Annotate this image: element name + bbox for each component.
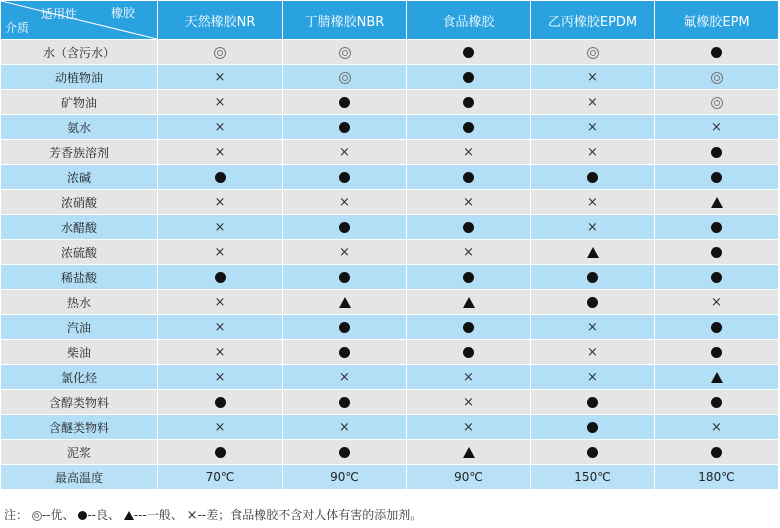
rating-cell-nr [158, 240, 283, 265]
rating-fair-icon [463, 297, 475, 308]
rating-good-icon [711, 447, 722, 458]
rating-poor-icon: × [339, 195, 350, 210]
rating-cell-epdm [531, 290, 655, 315]
rating-cell-food [407, 440, 531, 465]
rating-cell-epdm [531, 390, 655, 415]
rating-excellent-icon [587, 47, 599, 59]
medium-cell: 含醇类物料 [1, 390, 158, 415]
table-row [1, 140, 779, 165]
column-header-food: 食品橡胶 [407, 1, 531, 40]
rating-cell-epdm [531, 190, 655, 215]
rating-fair-icon [587, 247, 599, 258]
rating-cell-food [407, 65, 531, 90]
rating-cell-epdm [531, 265, 655, 290]
table-row [1, 40, 779, 65]
rating-cell-epm [655, 315, 779, 340]
rating-good-icon [339, 322, 350, 333]
rating-cell-epm [655, 240, 779, 265]
rating-cell-nbr [283, 340, 407, 365]
rating-poor-icon: × [214, 345, 226, 360]
medium-cell: 氨水 [1, 115, 158, 140]
rating-good-icon [587, 422, 598, 433]
rating-poor-icon: × [587, 220, 598, 235]
rating-cell-nbr [283, 440, 407, 465]
rating-good-icon [587, 272, 598, 283]
rating-poor-icon: × [587, 195, 598, 210]
rating-cell-nbr [283, 365, 407, 390]
rating-cell-epdm [531, 115, 655, 140]
rating-cell-epm [655, 290, 779, 315]
table-row [1, 190, 779, 215]
corner-bottom-label: 介质 [5, 21, 30, 35]
rating-cell-nr [158, 90, 283, 115]
rating-cell-nr [158, 340, 283, 365]
medium-cell: 柴油 [1, 340, 158, 365]
rating-poor-icon: × [463, 370, 474, 385]
rating-poor-icon: × [214, 420, 226, 435]
rating-cell-nbr [283, 40, 407, 65]
column-header-nr: 天然橡胶NR [158, 1, 283, 40]
rating-cell-nbr [283, 215, 407, 240]
rating-cell-epdm [531, 215, 655, 240]
medium-cell: 泥浆 [1, 440, 158, 465]
rating-cell-nbr [283, 90, 407, 115]
good-icon [78, 511, 87, 520]
note-poor-text: --差；食品橡胶不含对人体有害的添加剂。 [197, 508, 423, 522]
rating-fair-icon [711, 372, 723, 383]
corner-top-label: 橡胶 [110, 6, 135, 20]
rating-good-icon [215, 397, 226, 408]
max-temperature-row [1, 465, 779, 490]
rating-cell-epm [655, 265, 779, 290]
medium-cell: 稀盐酸 [1, 265, 158, 290]
rating-cell-food [407, 265, 531, 290]
rating-good-icon [339, 447, 350, 458]
rating-cell-nbr [283, 315, 407, 340]
rating-good-icon [711, 172, 722, 183]
rating-cell-epm [655, 140, 779, 165]
rating-fair-icon [339, 297, 351, 308]
rating-poor-icon: × [463, 245, 474, 260]
rating-good-icon [463, 272, 474, 283]
rating-cell-epdm [531, 65, 655, 90]
rating-poor-icon: × [587, 370, 598, 385]
medium-cell: 浓硫酸 [1, 240, 158, 265]
rating-good-icon [463, 347, 474, 358]
rating-poor-icon: × [214, 120, 226, 135]
rating-poor-icon: × [463, 145, 474, 160]
excellent-icon [32, 511, 42, 521]
rating-poor-icon: × [214, 145, 226, 160]
table-row [1, 215, 779, 240]
rating-good-icon [215, 172, 226, 183]
rating-cell-epdm [531, 340, 655, 365]
rating-cell-nr [158, 115, 283, 140]
rating-cell-epdm [531, 165, 655, 190]
table-row [1, 90, 779, 115]
medium-cell: 氯化烃 [1, 365, 158, 390]
rating-poor-icon: × [339, 245, 350, 260]
medium-cell: 汽油 [1, 315, 158, 340]
medium-cell: 浓碱 [1, 165, 158, 190]
rating-cell-epm [655, 65, 779, 90]
table-row [1, 315, 779, 340]
rating-cell-epdm [531, 90, 655, 115]
rating-poor-icon: × [711, 420, 722, 435]
rating-cell-epm [655, 415, 779, 440]
rating-excellent-icon [711, 72, 723, 84]
rating-cell-epdm [531, 415, 655, 440]
medium-cell: 含醚类物料 [1, 415, 158, 440]
rating-cell-epdm [531, 440, 655, 465]
medium-cell: 热水 [1, 290, 158, 315]
max-temperature-label: 最高温度 [1, 465, 158, 490]
rating-fair-icon [711, 197, 723, 208]
column-header-nbr: 丁腈橡胶NBR [283, 1, 407, 40]
legend-note [4, 506, 422, 523]
rating-good-icon [587, 447, 598, 458]
rating-good-icon [339, 97, 350, 108]
rating-good-icon [339, 347, 350, 358]
rating-cell-nr [158, 390, 283, 415]
table-row [1, 365, 779, 390]
table-row [1, 65, 779, 90]
note-fair-text: ---一般、 [133, 508, 183, 522]
rating-poor-icon: × [214, 320, 226, 335]
rating-cell-nr [158, 65, 283, 90]
rating-poor-icon: × [463, 195, 474, 210]
corner-mid-label: 适用性 [41, 7, 78, 21]
rating-good-icon [463, 47, 474, 58]
medium-cell: 芳香族溶剂 [1, 140, 158, 165]
rating-good-icon [587, 172, 598, 183]
rating-good-icon [711, 222, 722, 233]
rating-excellent-icon [339, 72, 351, 84]
medium-cell: 水醋酸 [1, 215, 158, 240]
rating-cell-food [407, 240, 531, 265]
rating-cell-epm [655, 340, 779, 365]
table-row [1, 340, 779, 365]
rating-cell-epdm [531, 40, 655, 65]
rating-poor-icon: × [214, 295, 226, 310]
table-row [1, 115, 779, 140]
rating-poor-icon: × [339, 145, 350, 160]
rating-cell-nr [158, 265, 283, 290]
rating-cell-food [407, 390, 531, 415]
rating-poor-icon: × [587, 345, 598, 360]
rating-good-icon [339, 172, 350, 183]
rating-good-icon [339, 122, 350, 133]
rating-fair-icon [463, 447, 475, 458]
rating-good-icon [711, 147, 722, 158]
corner-header-cell [1, 1, 158, 40]
rating-cell-nr [158, 190, 283, 215]
rating-excellent-icon [711, 97, 723, 109]
max-temperature-epdm: 150℃ [531, 465, 655, 490]
rating-cell-nr [158, 215, 283, 240]
medium-cell: 矿物油 [1, 90, 158, 115]
rating-cell-food [407, 365, 531, 390]
rating-good-icon [711, 247, 722, 258]
rating-poor-icon: × [587, 95, 598, 110]
rating-good-icon [711, 47, 722, 58]
rating-cell-epdm [531, 140, 655, 165]
table-body [1, 40, 779, 465]
rating-cell-nbr [283, 265, 407, 290]
rating-good-icon [711, 347, 722, 358]
rating-cell-food [407, 165, 531, 190]
rating-poor-icon: × [587, 320, 598, 335]
rating-poor-icon: × [214, 70, 226, 85]
rating-cell-food [407, 190, 531, 215]
rating-cell-nr [158, 165, 283, 190]
rating-cell-nr [158, 315, 283, 340]
max-temperature-epm: 180℃ [655, 465, 779, 490]
medium-cell: 动植物油 [1, 65, 158, 90]
rating-cell-epm [655, 440, 779, 465]
rating-poor-icon: × [587, 70, 598, 85]
header-row [1, 1, 779, 40]
rating-cell-epdm [531, 365, 655, 390]
rating-cell-food [407, 115, 531, 140]
rating-cell-epm [655, 40, 779, 65]
rating-poor-icon: × [214, 195, 226, 210]
rating-cell-nbr [283, 290, 407, 315]
rating-excellent-icon [214, 47, 226, 59]
rating-cell-food [407, 315, 531, 340]
rating-good-icon [215, 272, 226, 283]
rating-good-icon [215, 447, 226, 458]
rating-good-icon [463, 122, 474, 133]
rating-poor-icon: × [214, 220, 226, 235]
rating-cell-food [407, 415, 531, 440]
table-row [1, 440, 779, 465]
medium-cell: 浓硝酸 [1, 190, 158, 215]
rating-cell-epm [655, 115, 779, 140]
rating-poor-icon: × [711, 120, 722, 135]
rating-poor-icon: × [214, 370, 226, 385]
rating-good-icon [463, 72, 474, 83]
rating-good-icon [339, 272, 350, 283]
rating-cell-food [407, 340, 531, 365]
rating-poor-icon: × [463, 420, 474, 435]
rating-poor-icon: × [711, 295, 722, 310]
rating-poor-icon: × [339, 420, 350, 435]
rating-good-icon [587, 397, 598, 408]
table-row [1, 290, 779, 315]
max-temperature-nr: 70℃ [158, 465, 283, 490]
rating-cell-epm [655, 190, 779, 215]
note-good-text: --良、 [87, 508, 121, 522]
fair-icon [124, 511, 134, 520]
medium-cell: 水（含污水） [1, 40, 158, 65]
rating-good-icon [587, 297, 598, 308]
rating-cell-food [407, 40, 531, 65]
rating-poor-icon: × [463, 395, 474, 410]
rating-cell-epm [655, 165, 779, 190]
rating-poor-icon: × [214, 95, 226, 110]
rating-cell-epm [655, 365, 779, 390]
rating-cell-nbr [283, 390, 407, 415]
column-header-epm: 氟橡胶EPM [655, 1, 779, 40]
rating-cell-food [407, 90, 531, 115]
rating-good-icon [463, 222, 474, 233]
poor-icon: × [186, 508, 198, 523]
table-row [1, 165, 779, 190]
table-row [1, 240, 779, 265]
max-temperature-nbr: 90℃ [283, 465, 407, 490]
rating-good-icon [463, 322, 474, 333]
rating-poor-icon: × [587, 120, 598, 135]
rating-cell-epm [655, 90, 779, 115]
rating-cell-food [407, 290, 531, 315]
note-prefix: 注： [4, 508, 29, 522]
rating-cell-food [407, 215, 531, 240]
column-header-epdm: 乙丙橡胶EPDM [531, 1, 655, 40]
rating-good-icon [711, 397, 722, 408]
rating-good-icon [711, 322, 722, 333]
rating-cell-nr [158, 290, 283, 315]
rating-poor-icon: × [587, 145, 598, 160]
rating-cell-nr [158, 440, 283, 465]
rating-good-icon [711, 272, 722, 283]
table-row [1, 265, 779, 290]
rating-cell-nbr [283, 65, 407, 90]
rating-poor-icon: × [214, 245, 226, 260]
rating-cell-nbr [283, 115, 407, 140]
rating-good-icon [463, 97, 474, 108]
rating-cell-epm [655, 215, 779, 240]
rating-good-icon [339, 222, 350, 233]
rating-cell-nr [158, 415, 283, 440]
rating-poor-icon: × [339, 370, 350, 385]
rating-cell-epm [655, 390, 779, 415]
rating-good-icon [463, 172, 474, 183]
note-excellent-text: --优、 [41, 508, 75, 522]
rating-cell-nr [158, 365, 283, 390]
rating-cell-nr [158, 40, 283, 65]
table-row [1, 390, 779, 415]
rating-cell-epdm [531, 240, 655, 265]
rating-cell-nbr [283, 240, 407, 265]
rating-cell-nbr [283, 415, 407, 440]
rating-cell-nr [158, 140, 283, 165]
rating-cell-nbr [283, 140, 407, 165]
rating-excellent-icon [339, 47, 351, 59]
rating-cell-nbr [283, 165, 407, 190]
max-temperature-food: 90℃ [407, 465, 531, 490]
rating-cell-food [407, 140, 531, 165]
rating-cell-epdm [531, 315, 655, 340]
rating-good-icon [339, 397, 350, 408]
table-row [1, 415, 779, 440]
rating-cell-nbr [283, 190, 407, 215]
